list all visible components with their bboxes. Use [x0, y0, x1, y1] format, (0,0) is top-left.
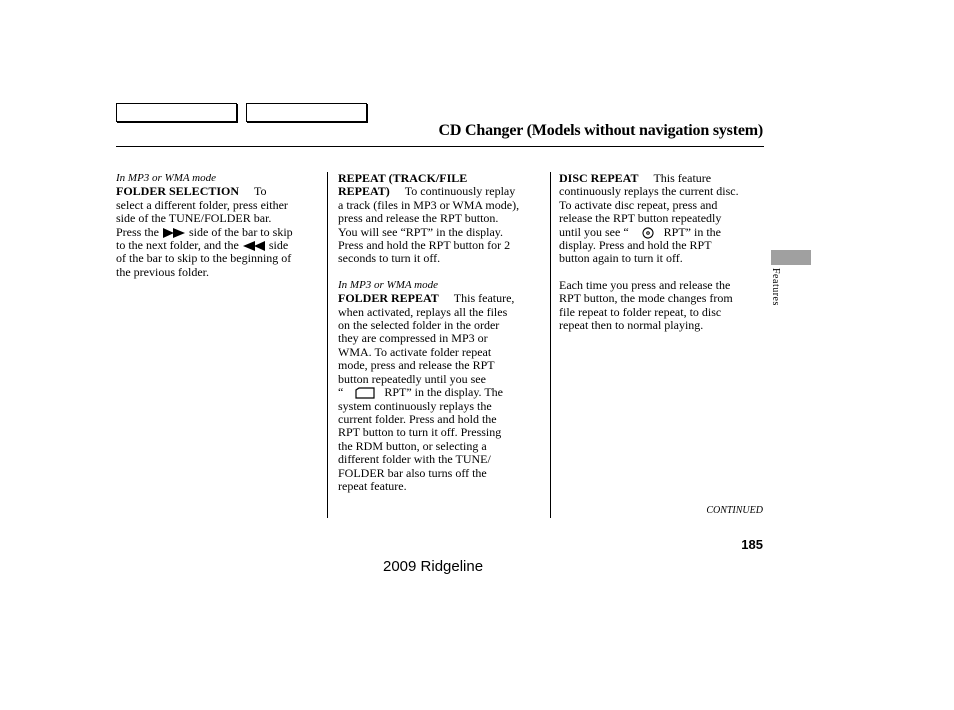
page-number: 185: [741, 537, 763, 552]
text-span: Press the: [116, 224, 159, 239]
repeat-heading: REPEAT (TRACK/FILE: [338, 171, 468, 185]
text-span: To: [254, 184, 267, 199]
text-line: FOLDER bar also turns off the: [338, 465, 487, 480]
text-span: RPT” in the: [663, 224, 721, 239]
text-line: mode, press and release the RPT: [338, 358, 495, 373]
text-span: RPT” in the display. The: [384, 385, 503, 400]
page-title: CD Changer (Models without navigation system): [438, 122, 763, 139]
disc-repeat-heading: DISC REPEAT: [559, 171, 639, 185]
text-span: This feature: [653, 171, 712, 185]
text-line: [338, 292, 545, 305]
column-disc-repeat: [559, 172, 767, 332]
folder-selection-heading: FOLDER SELECTION: [116, 184, 240, 199]
text-line: RPT button, the mode changes from: [559, 291, 733, 306]
header-box-left: [116, 103, 237, 122]
text-line: [338, 185, 545, 198]
folder-selection-line-1: [116, 185, 321, 198]
text-line: continuously replays the current disc.: [559, 184, 739, 199]
repeat-heading-cont: REPEAT): [338, 184, 390, 199]
text-span: side: [268, 238, 289, 253]
text-line: current folder. Press and hold the: [338, 411, 497, 426]
text-line: when activated, replays all the files: [338, 304, 508, 319]
text-line: seconds to turn it off.: [338, 251, 441, 266]
text-line: Each time you press and release the: [559, 277, 731, 292]
text-line: You will see “RPT” in the display.: [338, 224, 503, 239]
text-line: release the RPT button repeatedly: [559, 211, 722, 226]
text-line: display. Press and hold the RPT: [559, 238, 712, 253]
text-line: repeat feature.: [338, 478, 407, 493]
text-line: RPT button to turn it off. Pressing: [338, 425, 502, 440]
section-label: Features: [770, 268, 781, 306]
mode-note: In MP3 or WMA mode: [116, 172, 216, 184]
text-line: file repeat to folder repeat, to disc: [559, 304, 722, 319]
text-line-with-icon: [116, 226, 321, 239]
title-rule: [116, 146, 764, 147]
text-line: select a different folder, press either: [116, 197, 288, 212]
column-divider-1: [327, 172, 328, 518]
text-line: system continuously replays the: [338, 398, 492, 413]
text-line: repeat then to normal playing.: [559, 318, 704, 333]
text-line: button again to turn it off.: [559, 251, 683, 266]
text-line-with-icon: [116, 239, 321, 252]
text-line: the previous folder.: [116, 264, 209, 279]
paragraph-gap: [338, 266, 545, 279]
text-line-with-icon: [559, 226, 767, 239]
text-line: Press and hold the RPT button for 2: [338, 238, 511, 253]
footer-model: 2009 Ridgeline: [383, 558, 484, 575]
section-tab: [771, 250, 811, 265]
text-span: until you see “: [559, 224, 629, 239]
text-line-with-icon: [338, 386, 545, 399]
folder-repeat-heading: FOLDER REPEAT: [338, 291, 439, 306]
text-line: different folder with the TUNE/: [338, 452, 491, 467]
text-line: they are compressed in MP3 or: [338, 331, 488, 346]
text-line: To activate disc repeat, press and: [559, 197, 718, 212]
mode-note: In MP3 or WMA mode: [338, 278, 438, 291]
text-line: the RDM button, or selecting a: [338, 438, 487, 453]
folder-icon: [355, 387, 375, 399]
text-line: on the selected folder in the order: [338, 318, 500, 333]
text-line: press and release the RPT button.: [338, 211, 499, 226]
column-folder-selection: [116, 172, 321, 279]
skip-forward-icon: [162, 228, 186, 238]
text-span: side of the bar to skip: [189, 224, 293, 239]
paragraph-gap: [559, 266, 767, 279]
text-span: To continuously replay: [404, 184, 516, 199]
header-box-right: [246, 103, 367, 122]
text-line: a track (files in MP3 or WMA mode),: [338, 197, 520, 212]
text-span: “: [338, 385, 344, 400]
text-line: of the bar to skip to the beginning of: [116, 251, 292, 266]
text-line: WMA. To activate folder repeat: [338, 344, 492, 359]
text-span: This feature,: [453, 291, 515, 306]
column-repeat: [338, 172, 545, 493]
text-line: [559, 172, 767, 185]
skip-back-icon: [242, 241, 266, 251]
continued-label: CONTINUED: [706, 505, 763, 516]
column-divider-2: [550, 172, 551, 518]
text-line: button repeatedly until you see: [338, 371, 486, 386]
text-line: side of the TUNE/FOLDER bar.: [116, 211, 272, 226]
text-span: to the next folder, and the: [116, 238, 239, 253]
